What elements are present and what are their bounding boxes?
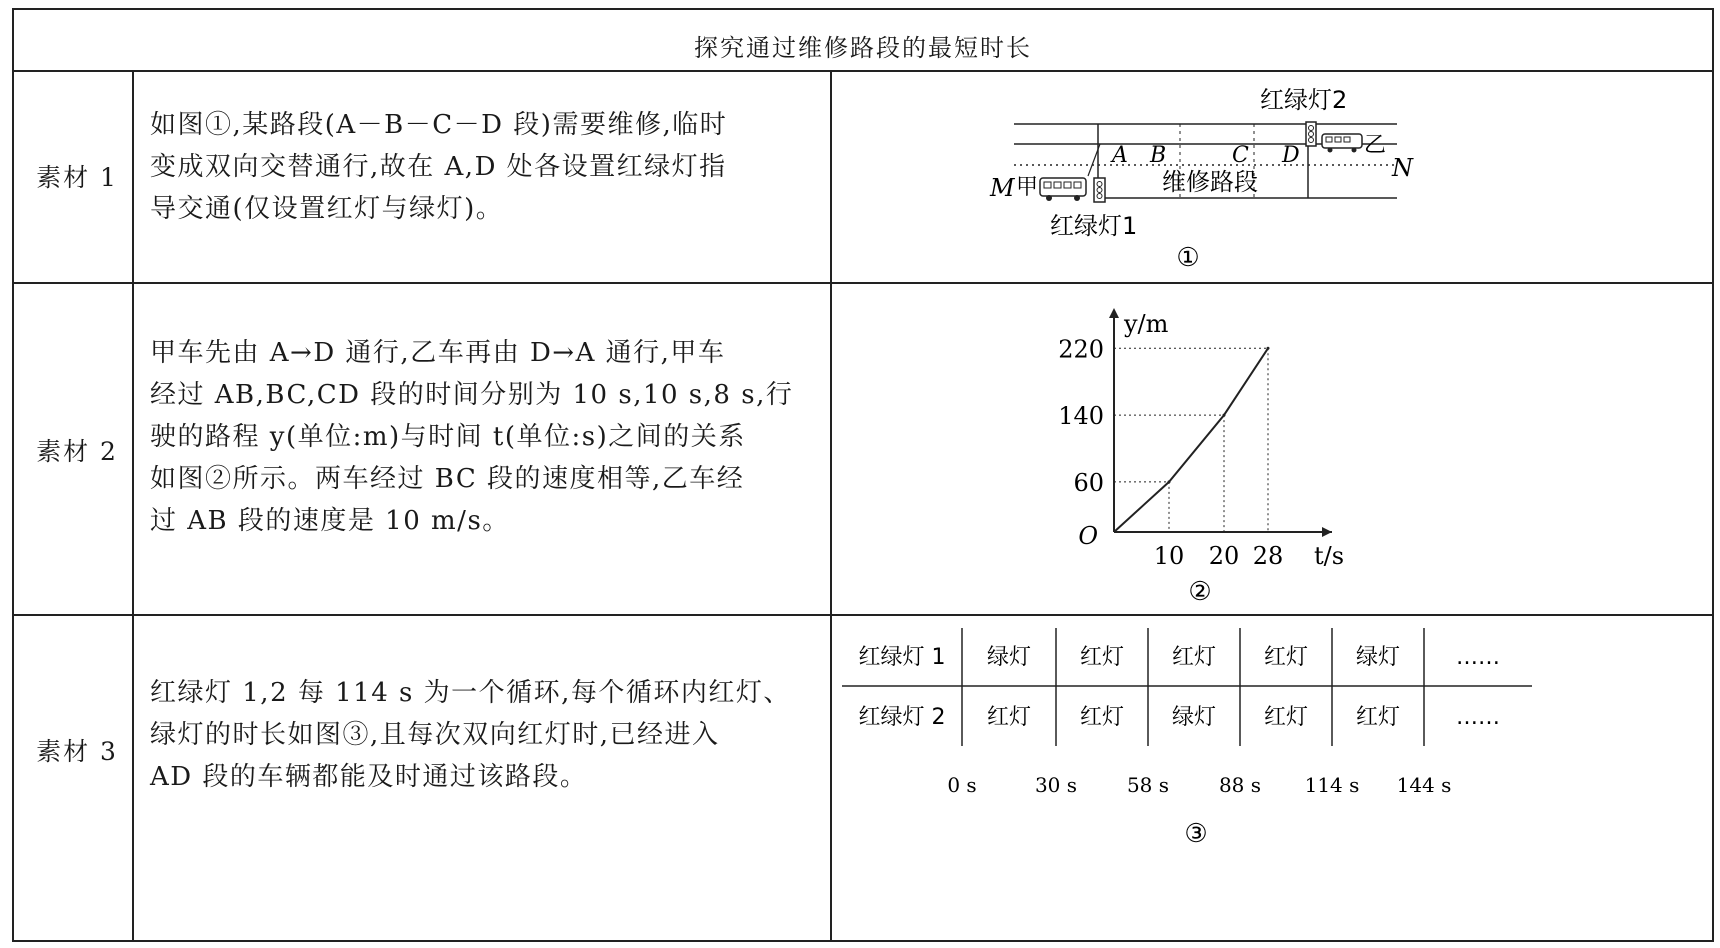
light-state-cell: 红灯 [1263, 705, 1309, 730]
material-table [12, 8, 1714, 942]
figure-2-caption: ② [1188, 577, 1212, 607]
light-state-cell: 红灯 [1355, 705, 1401, 730]
traffic-light-1-label: 红绿灯1 [1050, 212, 1138, 240]
table-title: 探究通过维修路段的最短时长 [694, 34, 1032, 62]
distance-time-chart [832, 284, 1712, 614]
point-b-label: B [1150, 143, 1167, 168]
text-line: 甲车先由 A→D 通行,乙车再由 D→A 通行,甲车 [150, 338, 726, 368]
light-state-cell: 红灯 [1079, 705, 1125, 730]
table-border-top [12, 8, 1714, 10]
light-state-cell: 绿灯 [1355, 645, 1401, 670]
text-line: 经过 AB,BC,CD 段的时间分别为 10 s,10 s,8 s,行 [150, 380, 794, 410]
text-line: 绿灯的时长如图③,且每次双向红灯时,已经进入 [150, 720, 720, 750]
y-axis-arrow [1109, 308, 1119, 318]
light-row-name: 红绿灯 1 [858, 645, 946, 670]
text-line: 红绿灯 1,2 每 114 s 为一个循环,每个循环内红灯、 [150, 678, 791, 708]
light-state-cell: 绿灯 [1171, 705, 1217, 730]
text-line: 导交通(仅设置红灯与绿灯)。 [150, 194, 504, 224]
time-tick-label: 58 s [1126, 773, 1170, 797]
time-tick-label: 88 s [1218, 773, 1262, 797]
time-tick-label: 0 s [947, 773, 977, 797]
light-state-cell: 红灯 [1079, 645, 1125, 670]
table-border-bottom [12, 940, 1714, 942]
x-tick-label: 10 [1153, 542, 1185, 570]
light-state-cell: 绿灯 [986, 645, 1032, 670]
light-state-cell: …… [1456, 705, 1500, 730]
row-label-1: 素材 1 [36, 163, 118, 192]
data-point [1223, 414, 1226, 417]
light-state-cell: 红灯 [1263, 645, 1309, 670]
text-line: AD 段的车辆都能及时通过该路段。 [150, 762, 588, 792]
row-text-2 [150, 332, 820, 542]
row-label-2: 素材 2 [36, 437, 118, 466]
road-diagram [832, 72, 1712, 282]
text-line: 变成双向交替通行,故在 A,D 处各设置红绿灯指 [150, 152, 727, 182]
light-state-cell: …… [1456, 645, 1500, 670]
text-line: 如图②所示。两车经过 BC 段的速度相等,乙车经 [150, 464, 745, 494]
time-tick-label: 114 s [1304, 773, 1360, 797]
light-row-name: 红绿灯 2 [858, 705, 946, 730]
row-text-3 [150, 672, 820, 798]
row-label-3: 素材 3 [36, 737, 118, 766]
point-c-label: C [1232, 143, 1249, 168]
point-d-label: D [1282, 143, 1300, 168]
y-axis-label: y/m [1124, 310, 1169, 338]
origin-label: O [1078, 522, 1098, 550]
text-line: 过 AB 段的速度是 10 m/s。 [150, 506, 510, 536]
traffic-light-timeline [832, 616, 1712, 940]
data-point [1168, 480, 1171, 483]
x-tick-label: 20 [1208, 542, 1240, 570]
car-yi-icon [1322, 134, 1362, 153]
text-line: 如图①,某路段(A－B－C－D 段)需要维修,临时 [150, 110, 728, 140]
column-divider [132, 70, 134, 942]
x-axis-arrow [1322, 527, 1332, 537]
table-border-left [12, 8, 14, 942]
y-tick-label: 60 [1073, 468, 1104, 497]
light-state-cell: 红灯 [986, 705, 1032, 730]
row-text-1 [150, 104, 820, 230]
car-jia-label: 甲 [1016, 175, 1039, 200]
data-point [1267, 347, 1270, 350]
data-series-line [1114, 348, 1268, 532]
time-tick-label: 30 s [1034, 773, 1078, 797]
repair-section-label: 维修路段 [1162, 168, 1258, 196]
point-m-label: M [990, 174, 1015, 202]
traffic-light-2-label: 红绿灯2 [1260, 86, 1348, 114]
y-tick-label: 140 [1058, 402, 1104, 431]
figure-1-caption: ① [1176, 243, 1200, 273]
time-tick-label: 144 s [1396, 773, 1452, 797]
table-border-right [1712, 8, 1714, 942]
light-state-cell: 红灯 [1171, 645, 1217, 670]
car-yi-label: 乙 [1364, 133, 1387, 158]
x-axis-label: t/s [1314, 542, 1345, 570]
x-tick-label: 28 [1252, 542, 1284, 570]
figure-3-caption: ③ [1184, 819, 1208, 849]
y-tick-label: 220 [1058, 335, 1104, 364]
point-n-label: N [1392, 154, 1413, 182]
point-a-label: A [1112, 143, 1128, 168]
car-jia-icon [1040, 178, 1086, 201]
text-line: 驶的路程 y(单位:m)与时间 t(单位:s)之间的关系 [150, 422, 746, 452]
